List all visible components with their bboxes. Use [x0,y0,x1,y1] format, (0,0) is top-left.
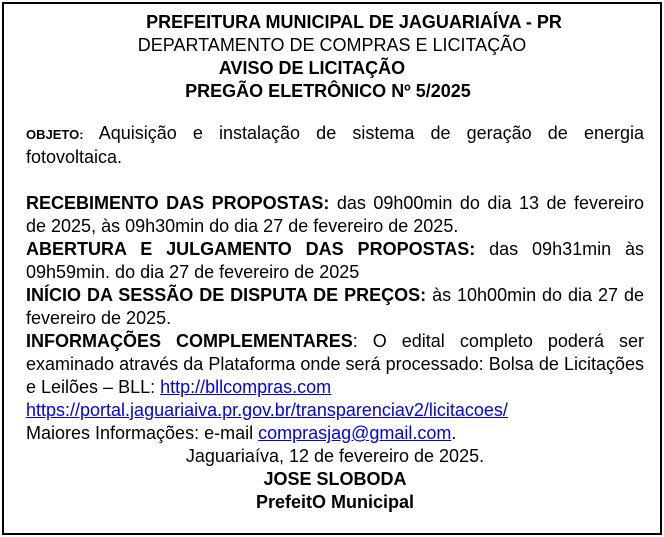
informacoes-label: INFORMAÇÕES COMPLEMENTARES [26,331,353,351]
abertura-text: das 09h31min às 09h59min. do dia 27 de fevereiro de 2025 [26,239,645,282]
objeto-text: Aquisição e instalação de sistema de geração de energia fotovoltaica. [26,123,644,167]
signatory-name: JOSE SLOBODA [263,469,407,489]
spacer [26,169,644,192]
inicio-label: INÍCIO DA SESSÃO DE DISPUTA DE PREÇOS: [26,285,427,305]
signatory-role: PrefeitO Municipal [255,492,415,512]
inicio-text: às 10h00min do dia 27 de fevereiro de 2025. [26,285,644,328]
notice-title: AVISO DE LICITAÇÃO [218,58,406,78]
email-line [26,422,644,445]
abertura-label: ABERTURA E JULGAMENTO DAS PROPOSTAS: [26,239,476,259]
informacoes-text: : O edital completo poderá ser examinado através da Plataforma onde será processado: Bolsa de Licitações e Leilões – BLL: [26,331,644,397]
place-date: Jaguariaíva, 12 de fevereiro de 2025. [185,446,485,466]
inicio-paragraph [26,284,644,330]
department-title: DEPARTAMENTO DE COMPRAS E LICITAÇÃO [137,35,527,55]
portal-link-line [26,399,644,422]
informacoes-paragraph [26,330,644,399]
objeto-paragraph [26,122,644,169]
email-prefix: Maiores Informações: e-mail [26,423,259,443]
objeto-label: OBJETO: [26,127,84,142]
portal-link[interactable]: https://portal.jaguariaiva.pr.gov.br/transparenciav2/licitacoes/ [26,400,508,420]
notice-header [4,11,660,103]
email-link[interactable]: comprasjag@gmail.com [258,423,452,443]
municipality-title: PREFEITURA MUNICIPAL DE JAGUARIAÍVA - PR [146,12,562,32]
notice-body [26,122,644,514]
email-suffix: . [451,423,457,443]
recebimento-paragraph [26,192,644,238]
recebimento-label: RECEBIMENTO DAS PROPOSTAS: [26,193,330,213]
recebimento-text: das 09h00min do dia 13 de fevereiro de 2025, às 09h30min do dia 27 de fevereiro de 2025. [26,193,645,236]
abertura-paragraph [26,238,644,284]
bll-link[interactable]: http://bllcompras.com [160,377,332,397]
auction-title: PREGÃO ELETRÔNICO Nº 5/2025 [185,81,471,101]
notice-frame [2,2,662,535]
